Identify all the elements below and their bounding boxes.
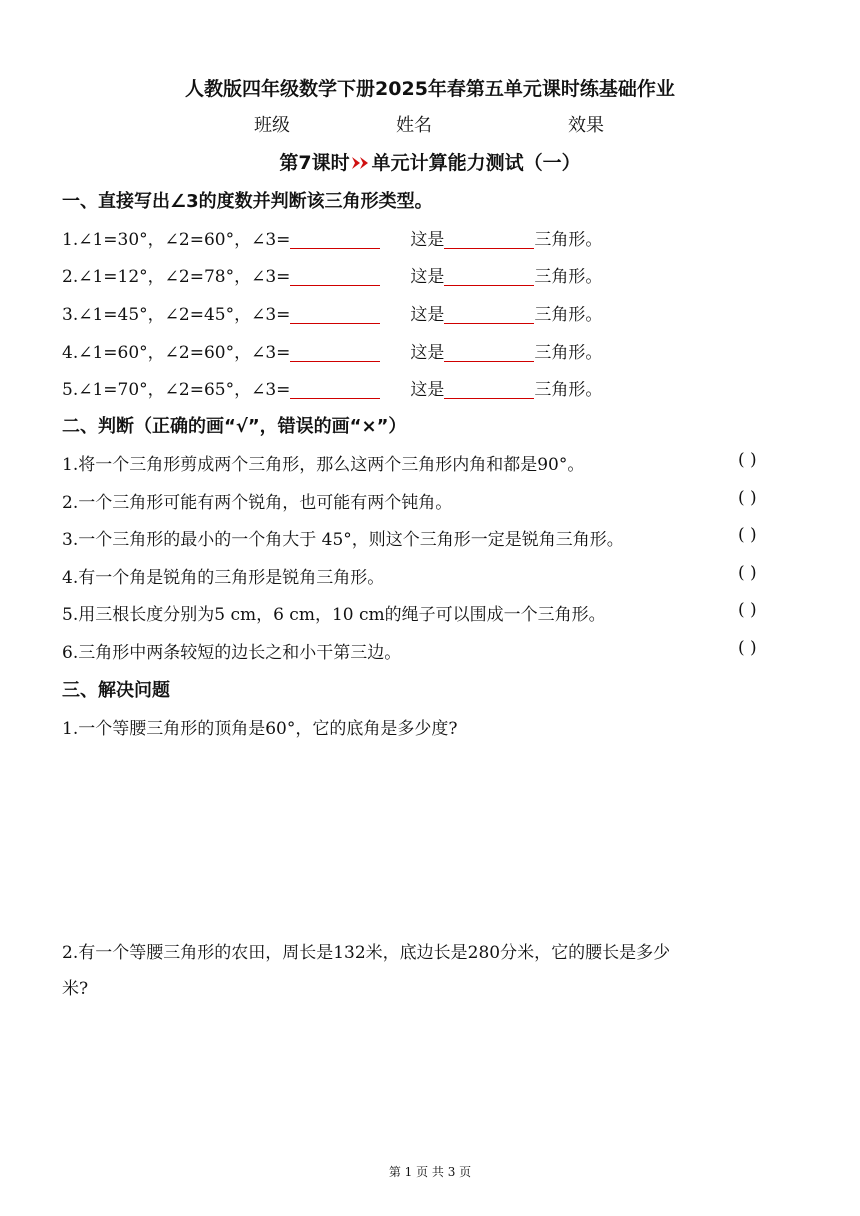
answer-paren[interactable]: ( ) bbox=[738, 450, 757, 470]
answer-blank[interactable] bbox=[290, 305, 380, 324]
problem-1: 1.一个等腰三角形的顶角是60°，它的底角是多少度? bbox=[62, 719, 458, 739]
item-question: 1.∠1=30°，∠2=60°，∠3= bbox=[62, 230, 291, 250]
answer-paren[interactable]: ( ) bbox=[738, 600, 757, 620]
item-end: 三角形。 bbox=[534, 230, 603, 250]
answer-blank[interactable] bbox=[290, 380, 380, 399]
item-question: 2.∠1=12°，∠2=78°，∠3= bbox=[62, 267, 291, 287]
item-mid: 这是 bbox=[410, 305, 445, 325]
answer-paren[interactable]: ( ) bbox=[738, 638, 757, 658]
section1-item-5 bbox=[62, 375, 602, 400]
class-label: 班级 bbox=[254, 115, 290, 136]
lesson-suffix: 单元计算能力测试（一） bbox=[371, 152, 581, 174]
answer-blank[interactable] bbox=[290, 230, 380, 249]
section2-item-6: 6.三角形中两条较短的边长之和小干第三边。 bbox=[62, 643, 402, 663]
result-label: 效果 bbox=[568, 115, 604, 136]
item-question: 3.∠1=45°，∠2=45°，∠3= bbox=[62, 305, 291, 325]
type-blank[interactable] bbox=[444, 267, 534, 286]
item-end: 三角形。 bbox=[534, 380, 603, 400]
answer-blank[interactable] bbox=[290, 343, 380, 362]
item-end: 三角形。 bbox=[534, 267, 603, 287]
type-blank[interactable] bbox=[444, 380, 534, 399]
section1-item-4 bbox=[62, 338, 602, 363]
page-footer: 第 1 页 共 3 页 bbox=[388, 1165, 472, 1179]
double-arrow-icon bbox=[351, 155, 371, 171]
page-title: 人教版四年级数学下册2025年春第五单元课时练基础作业 bbox=[185, 78, 675, 100]
type-blank[interactable] bbox=[444, 343, 534, 362]
item-end: 三角形。 bbox=[534, 343, 603, 363]
lesson-title bbox=[0, 148, 860, 175]
section2-heading: 二、判断（正确的画“√”，错误的画“×”） bbox=[62, 416, 407, 437]
section2-item-1: 1.将一个三角形剪成两个三角形，那么这两个三角形内角和都是90°。 bbox=[62, 455, 585, 475]
item-mid: 这是 bbox=[410, 267, 445, 287]
section1-heading: 一、直接写出∠3的度数并判断该三角形类型。 bbox=[62, 191, 433, 212]
item-question: 4.∠1=60°，∠2=60°，∠3= bbox=[62, 343, 291, 363]
problem-2-line2: 米? bbox=[62, 979, 89, 999]
answer-blank[interactable] bbox=[290, 267, 380, 286]
section2-item-3: 3.一个三角形的最小的一个角大于 45°，则这个三角形一定是锐角三角形。 bbox=[62, 530, 624, 550]
answer-paren[interactable]: ( ) bbox=[738, 525, 757, 545]
item-mid: 这是 bbox=[410, 380, 445, 400]
section2-item-4: 4.有一个角是锐角的三角形是锐角三角形。 bbox=[62, 568, 385, 588]
section1-item-1 bbox=[62, 225, 602, 250]
name-label: 姓名 bbox=[396, 115, 432, 136]
section1-item-3 bbox=[62, 300, 602, 325]
item-mid: 这是 bbox=[410, 230, 445, 250]
section2-item-5: 5.用三根长度分别为5 cm，6 cm，10 cm的绳子可以围成一个三角形。 bbox=[62, 605, 606, 625]
item-mid: 这是 bbox=[410, 343, 445, 363]
item-end: 三角形。 bbox=[534, 305, 603, 325]
section3-heading: 三、解决问题 bbox=[62, 680, 170, 701]
section2-item-2: 2.一个三角形可能有两个锐角，也可能有两个钝角。 bbox=[62, 493, 453, 513]
type-blank[interactable] bbox=[444, 305, 534, 324]
item-question: 5.∠1=70°，∠2=65°，∠3= bbox=[62, 380, 291, 400]
problem-2-line1: 2.有一个等腰三角形的农田，周长是132米，底边长是280分米，它的腰长是多少 bbox=[62, 943, 671, 963]
section1-item-2 bbox=[62, 262, 602, 287]
lesson-prefix: 第7课时 bbox=[279, 152, 350, 174]
answer-paren[interactable]: ( ) bbox=[738, 563, 757, 583]
type-blank[interactable] bbox=[444, 230, 534, 249]
answer-paren[interactable]: ( ) bbox=[738, 488, 757, 508]
